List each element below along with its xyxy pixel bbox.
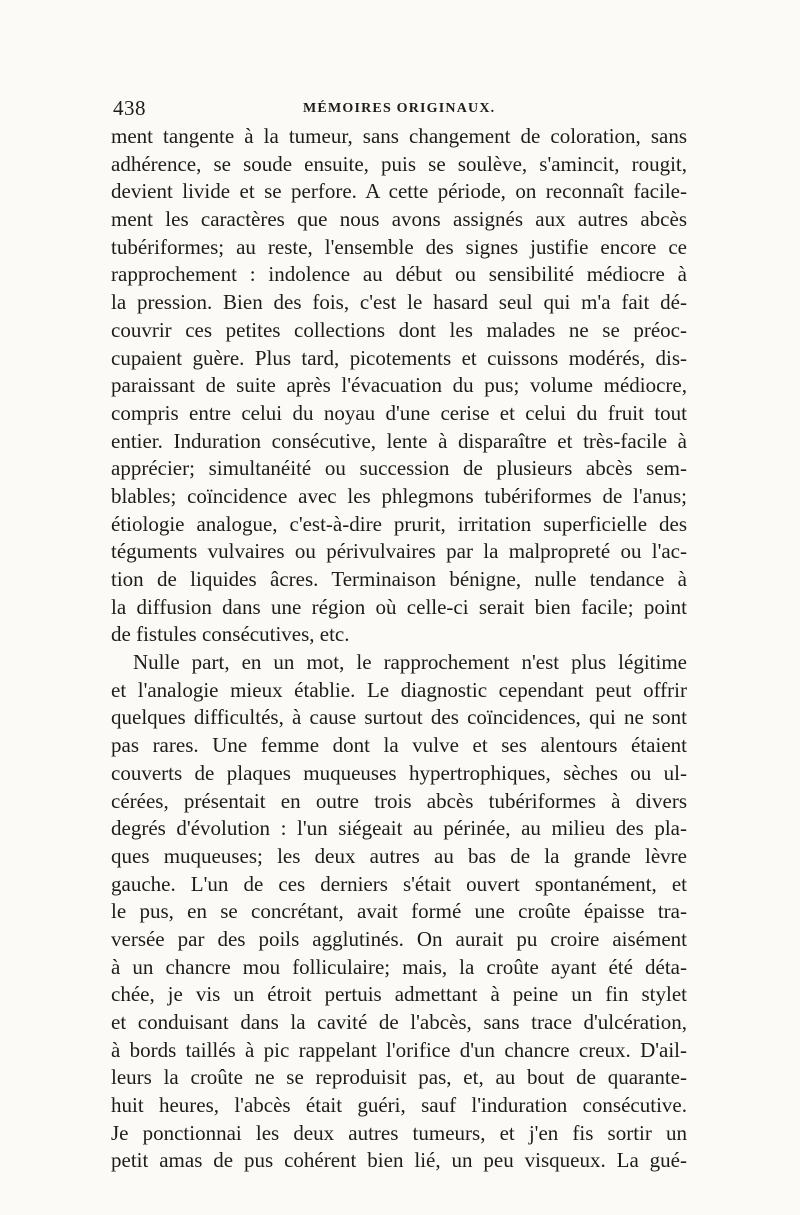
text-line: la diffusion dans une région où celle-ci serait bien facile; point xyxy=(111,594,687,619)
text-line: blables; coïncidence avec les phlegmons tubériformes de l'anus; xyxy=(111,483,687,508)
text-line: et conduisant dans la cavité de l'abcès, sans trace d'ulcération, xyxy=(111,1010,687,1034)
text-line: devient livide et se perfore. A cette période, on reconnaît facile- xyxy=(111,179,687,204)
text-line: ment tangente à la tumeur, sans changement de coloration, sans xyxy=(111,124,687,148)
page-number: 438 xyxy=(113,96,146,120)
running-head: MÉMOIRES ORIGINAUX. xyxy=(303,101,496,116)
text-line: paraissant de suite après l'évacuation du pus; volume médiocre, xyxy=(111,373,687,398)
text-line: cupaient guère. Plus tard, picotements et cuissons modérés, dis- xyxy=(111,345,687,370)
paragraph-end-line: de fistules consécutives, etc. xyxy=(111,622,350,647)
text-line: huit heures, l'abcès était guéri, sauf l'induration consécutive. xyxy=(111,1093,687,1118)
text-line: gauche. L'un de ces derniers s'était ouvert spontanément, et xyxy=(111,871,687,896)
text-line: apprécier; simultanéité ou succession de plusieurs abcès sem- xyxy=(111,456,687,481)
text-line: et l'analogie mieux établie. Le diagnostic cependant peut offrir xyxy=(111,677,687,702)
text-line: petit amas de pus cohérent bien lié, un peu visqueux. La gué- xyxy=(111,1148,687,1173)
text-line: degrés d'évolution : l'un siégeait au périnée, au milieu des pla- xyxy=(111,816,687,841)
text-line: couvrir ces petites collections dont les malades ne se préoc- xyxy=(111,317,687,342)
text-line: le pus, en se concrétant, avait formé une croûte épaisse tra- xyxy=(111,899,687,924)
text-line: étiologie analogue, c'est-à-dire prurit, irritation superficielle des xyxy=(111,511,687,536)
text-line: adhérence, se soude ensuite, puis se soulève, s'amincit, rougit, xyxy=(111,151,687,176)
paragraph-start-line: Nulle part, en un mot, le rapprochement n'est plus légitime xyxy=(133,650,687,675)
text-line: pas rares. Une femme dont la vulve et ses alentours étaient xyxy=(111,733,687,758)
text-line: leurs la croûte ne se reproduisit pas, et, au bout de quarante- xyxy=(111,1065,687,1090)
text-line: versée par des poils agglutinés. On aurait pu croire aisément xyxy=(111,926,687,951)
text-line: quelques difficultés, à cause surtout des coïncidences, qui ne sont xyxy=(111,705,687,730)
text-line: tion de liquides âcres. Terminaison bénigne, nulle tendance à xyxy=(111,567,687,591)
text-line: cérées, présentait en outre trois abcès tubériformes à divers xyxy=(111,788,687,813)
text-line: compris entre celui du noyau d'une cerise et celui du fruit tout xyxy=(111,400,687,425)
text-line: entier. Induration consécutive, lente à disparaître et très-facile à xyxy=(111,428,687,453)
page-header xyxy=(113,96,683,120)
text-line: chée, je vis un étroit pertuis admettant à peine un fin stylet xyxy=(111,982,687,1007)
text-line: Je ponctionnai les deux autres tumeurs, et j'en fis sortir un xyxy=(111,1120,687,1145)
text-line: téguments vulvaires ou périvulvaires par la malpropreté ou l'ac- xyxy=(111,539,687,564)
text-line: rapprochement : indolence au début ou sensibilité médiocre à xyxy=(111,262,687,287)
text-line: couverts de plaques muqueuses hypertrophiques, sèches ou ul- xyxy=(111,760,687,785)
body-text xyxy=(111,123,687,1175)
text-line: la pression. Bien des fois, c'est le hasard seul qui m'a fait dé- xyxy=(111,290,687,315)
text-line: tubériformes; au reste, l'ensemble des signes justifie encore ce xyxy=(111,234,687,259)
text-line: ques muqueuses; les deux autres au bas de la grande lèvre xyxy=(111,843,687,868)
text-line: à bords taillés à pic rappelant l'orifice d'un chancre creux. D'ail- xyxy=(111,1037,687,1062)
text-line: à un chancre mou folliculaire; mais, la croûte ayant été déta- xyxy=(111,954,687,979)
text-line: ment les caractères que nous avons assignés aux autres abcès xyxy=(111,207,687,232)
